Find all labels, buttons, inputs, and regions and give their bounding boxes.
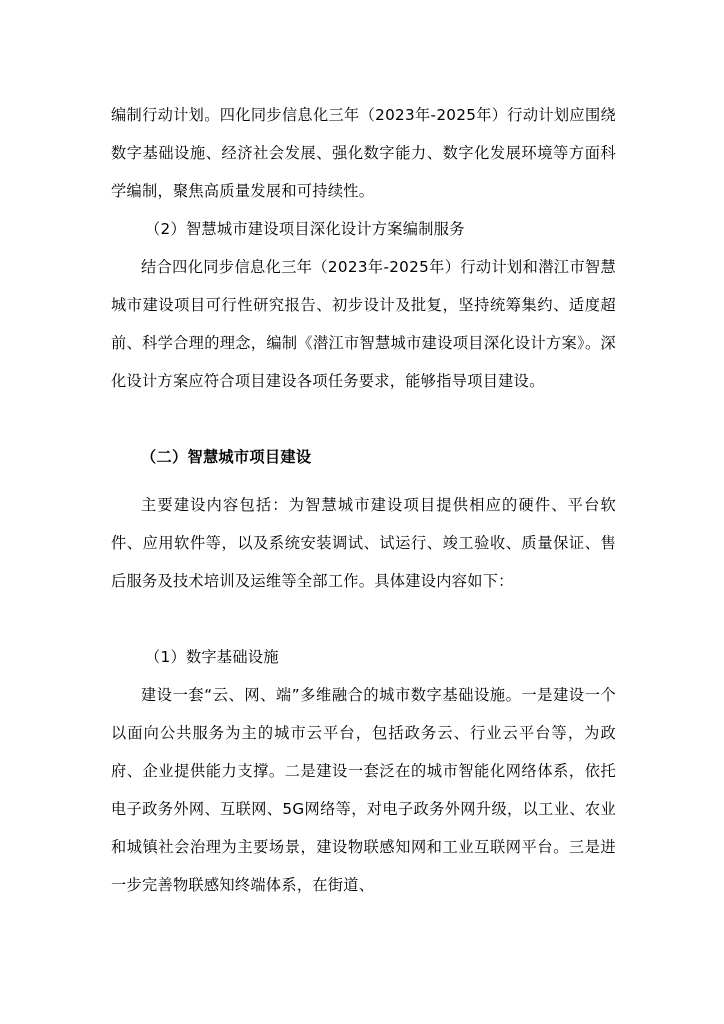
paragraph-main-construction-content: 主要建设内容包括：为智慧城市建设项目提供相应的硬件、平台软件、应用软件等，以及系统安装调试、试运行、竣工验收、质量保证、售后服务及技术培训及运维等全部工作。具体建设内容如下： xyxy=(111,496,616,590)
paragraph-digital-infrastructure: 建设一套“云、网、端”多维融合的城市数字基础设施。一是建设一个以面向公共服务为主的城市云平台，包括政务云、行业云平台等，为政府、企业提供能力支撑。二是建设一套泛在的城市智能化网络体系，依托电子政务外网、互联网、5G网络等，对电子政务外网升级，以工业、农业和城镇社会治理为主要场景，建设物联感知网和工业互联网平台。三是进一步完善物联感知终端体系，在街道、 xyxy=(111,686,616,894)
paragraph-design-plan: 结合四化同步信息化三年（2023年-2025年）行动计划和潜江市智慧城市建设项目可行性研究报告、初步设计及批复，坚持统筹集约、适度超前、科学合理的理念，编制《潜江市智慧城市建设项目深化设计方案》。深化设计方案应符合项目建设各项任务要求，能够指导项目建设。 xyxy=(111,258,616,390)
subheading-design-plan-service: （2）智慧城市建设项目深化设计方案编制服务 xyxy=(145,220,465,238)
subheading-digital-infrastructure: （1）数字基础设施 xyxy=(145,648,279,666)
paragraph-action-plan-continued: 编制行动计划。四化同步信息化三年（2023年-2025年）行动计划应围绕数字基础设施、经济社会发展、强化数字能力、数字化发展环境等方面科学编制，聚焦高质量发展和可持续性。 xyxy=(111,106,616,200)
section-heading-smart-city-construction: （二）智慧城市项目建设 xyxy=(141,448,312,466)
